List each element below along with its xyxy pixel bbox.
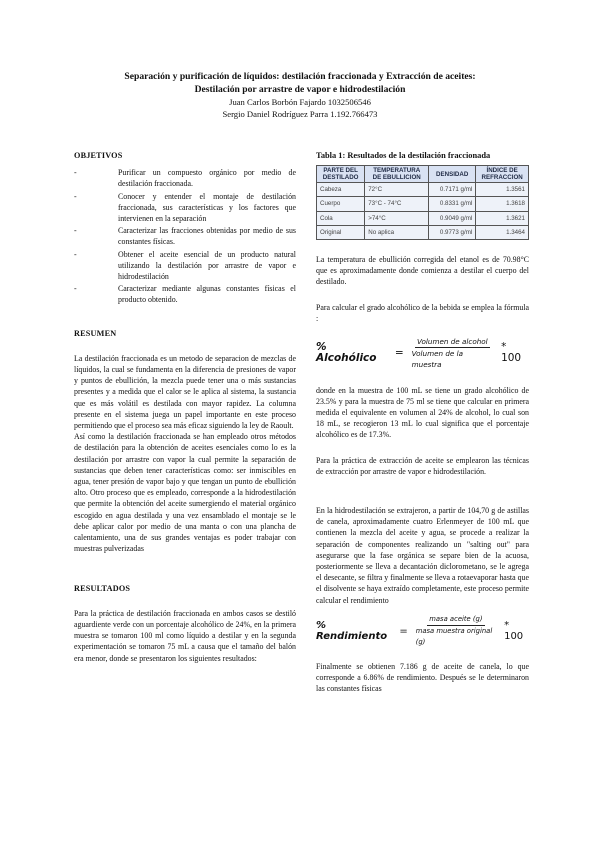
list-dash: -: [74, 226, 77, 236]
objetivo-text: Obtener el aceite esencial de un producto natural utilizando la destilación por arrastre de vapor e hidrodestilación: [118, 249, 296, 282]
table-cell: Cola: [317, 211, 365, 225]
resultados-heading: RESULTADOS: [74, 583, 131, 593]
table-cell: No aplica: [365, 225, 429, 239]
table-header-cell: PARTE DEL DESTILADO: [317, 166, 365, 183]
objetivo-item: [74, 283, 296, 305]
list-dash: -: [74, 249, 77, 259]
formula-rendimiento: [316, 614, 529, 649]
table-cell: >74°C: [365, 211, 429, 225]
formula-fraction: [410, 336, 495, 371]
objetivo-item: [74, 225, 296, 247]
right-column: [316, 150, 529, 694]
objetivos-list: [74, 167, 296, 305]
paper-title-line-1: Separación y purificación de líquidos: destilación fraccionada y Extracción de aceites:: [124, 71, 476, 82]
table-cell: Cuerpo: [317, 197, 365, 211]
final-paragraph: Finalmente se obtienen 7.186 g de aceite de canela, lo que corresponde a 6.86% de rendimiento. Después se le determinaron las constantes físicas: [316, 661, 529, 693]
objetivo-text: Caracterizar las fracciones obtenidas por medio de sus constantes físicas.: [118, 226, 296, 247]
hidrodestilacion-paragraph: En la hidrodestilación se extrajeron, a partir de 104,70 g de astillas de canela, aproximadamente cuatro Erlenmeyer de 100 mL que contienen la mezcla del aceite y agua, se procede a realizar la separación de componentes realizando un "salting out" para asegurarse que la fase orgánica se separe bien de la acuosa, posteriormente se lleva a decantación diclorometano, se le agrega el desecante, se filtra y finalmente se lleva a rotaevaporar hasta que el disolvente se haya extraído completamente, este proceso permite calcular el rendimiento: [316, 506, 529, 605]
table-caption: Tabla 1: Resultados de la destilación fraccionada: [316, 151, 491, 160]
objetivo-item: [74, 167, 296, 189]
formula-fraction: [414, 614, 498, 649]
formula-multiplier: * 100: [504, 619, 524, 643]
formula-alcoholico: [316, 336, 529, 371]
objetivo-text: Purificar un compuesto orgánico por medio de destilación fraccionada.: [118, 168, 296, 189]
objetivo-text: Conocer y entender el montaje de destilación fraccionada, sus características y los factores que intervienen en la separación: [118, 191, 296, 224]
table-row: [317, 197, 529, 211]
table-cell: 72°C: [365, 183, 429, 197]
table-header-row: [317, 166, 529, 183]
formula-denominator: Volumen de la muestra: [411, 349, 464, 370]
author-1: Juan Carlos Borbón Fajardo 1032506546: [229, 97, 371, 107]
list-dash: -: [74, 284, 77, 294]
table-cell: 1.3618: [476, 197, 529, 211]
table-row: [317, 183, 529, 197]
table-header-cell: ÍNDICE DE REFRACCION: [476, 166, 529, 183]
author-2: Sergio Daniel Rodríguez Parra 1.192.766473: [222, 109, 378, 119]
table-row: [317, 211, 529, 225]
formula-multiplier: * 100: [501, 341, 522, 365]
table-cell: 0.7171 g/ml: [429, 183, 476, 197]
formula-lhs: % Rendimiento: [316, 619, 388, 643]
formula-numerator: Volumen de alcohol: [415, 336, 490, 348]
table-row: [317, 225, 529, 239]
list-dash: -: [74, 191, 77, 201]
table-cell: 73°C - 74°C: [365, 197, 429, 211]
table-cell: 1.3464: [476, 225, 529, 239]
table-cell: Original: [317, 225, 365, 239]
table-cell: 1.3621: [476, 211, 529, 225]
formula-lhs: % Alcohólico: [316, 341, 377, 365]
objetivo-item: [74, 249, 296, 283]
objetivo-text: Caracterizar mediante algunas constantes físicas el producto obtenido.: [118, 284, 296, 305]
resumen-heading: RESUMEN: [74, 328, 117, 338]
paper-header: [0, 70, 600, 120]
table-header-cell: DENSIDAD: [429, 166, 476, 183]
table-cell: 1.3561: [476, 183, 529, 197]
formula-numerator: masa aceite (g): [427, 614, 484, 626]
objetivo-item: [74, 191, 296, 225]
formula-equals: =: [399, 625, 408, 637]
left-column: [74, 150, 296, 664]
formula-denominator: masa muestra original (g): [415, 627, 493, 647]
table-cell: 0.9773 g/ml: [429, 225, 476, 239]
objetivos-heading: OBJETIVOS: [74, 151, 123, 160]
grado-paragraph: Para calcular el grado alcohólico de la bebida se emplea la fórmula :: [316, 302, 529, 323]
table-header-cell: TEMPERATURA DE EBULLICION: [365, 166, 429, 183]
resumen-paragraph-1: La destilación fraccionada es un metodo de separacion de mezclas de líquidos, la cual se fundamenta en la diferencia de presiones de vapor y puntos de ebullición, la mezcla puede tener una o más sustancias presentes y a medida que el calor se le aplica al sistema, la sustancia que es más volátil es destilada con mayor rapidez. La columna presente en el sistema juega un papel importante en este proceso permitiendo que el proceso sea más eficaz siguiendo la ley de Raoult.: [74, 353, 296, 431]
results-table: [316, 165, 529, 240]
paper-title-line-2: Destilación por arrastre de vapor e hidrodestilación: [194, 84, 406, 95]
extraccion-paragraph: Para la práctica de extracción de aceite se emplearon las técnicas de extracción por arrastre de vapor e hidrodestilación.: [316, 455, 529, 476]
resumen-paragraph-2: Así como la destilación fraccionada se han empleado otros métodos de destilación para la obtención de aceites esenciales como lo es la destilación por arrastre con vapor la cual permite la separación de sustancias que deben tener características como: ser inmiscibles en agua, tener presión de vapor bajo y que tengan un punto de ebullición alto. Otro proceso que es empleado, corresponde a la hidrodestilación que permite la obtención del aceite sumergiendo el material orgánico escogido en agua destilada y una vez ensamblado el montaje se le debe aplicar calor por medio de una manta o con una plancha de calentamiento, una de sus grandes ventajas es poder trabajar con muestras pulverizadas: [74, 432, 296, 554]
table-cell: Cabeza: [317, 183, 365, 197]
formula-equals: =: [394, 346, 404, 359]
resultados-paragraph: Para la práctica de destilación fraccionada en ambos casos se destiló aguardiente verde con un porcentaje alcohólico de 24%, en la primera muestra se tomaron 100 ml como líquido a destilar y en la segunda experimentación se tomaron 75 mL a causa que el tamaño del balón era menor, donde se presentaron los siguientes resultados:: [74, 608, 296, 663]
list-dash: -: [74, 168, 77, 178]
table-cell: 0.8331 g/ml: [429, 197, 476, 211]
temperature-paragraph: La temperatura de ebullición corregida del etanol es de 70.98°C que es aproximadamente donde comienza a destilar el cuerpo del destilado.: [316, 255, 529, 287]
muestra-paragraph: donde en la muestra de 100 mL se tiene un grado alcohólico de 23.5% y para la muestra de 75 ml se tiene que calcular en primera medida el equivalente en volumen al 24% de alcohol, lo cual son 18 mL, se recogieron 13 mL lo cual significa que el porcentaje alcohólico es de 17.3%.: [316, 385, 529, 440]
table-cell: 0.9049 g/ml: [429, 211, 476, 225]
